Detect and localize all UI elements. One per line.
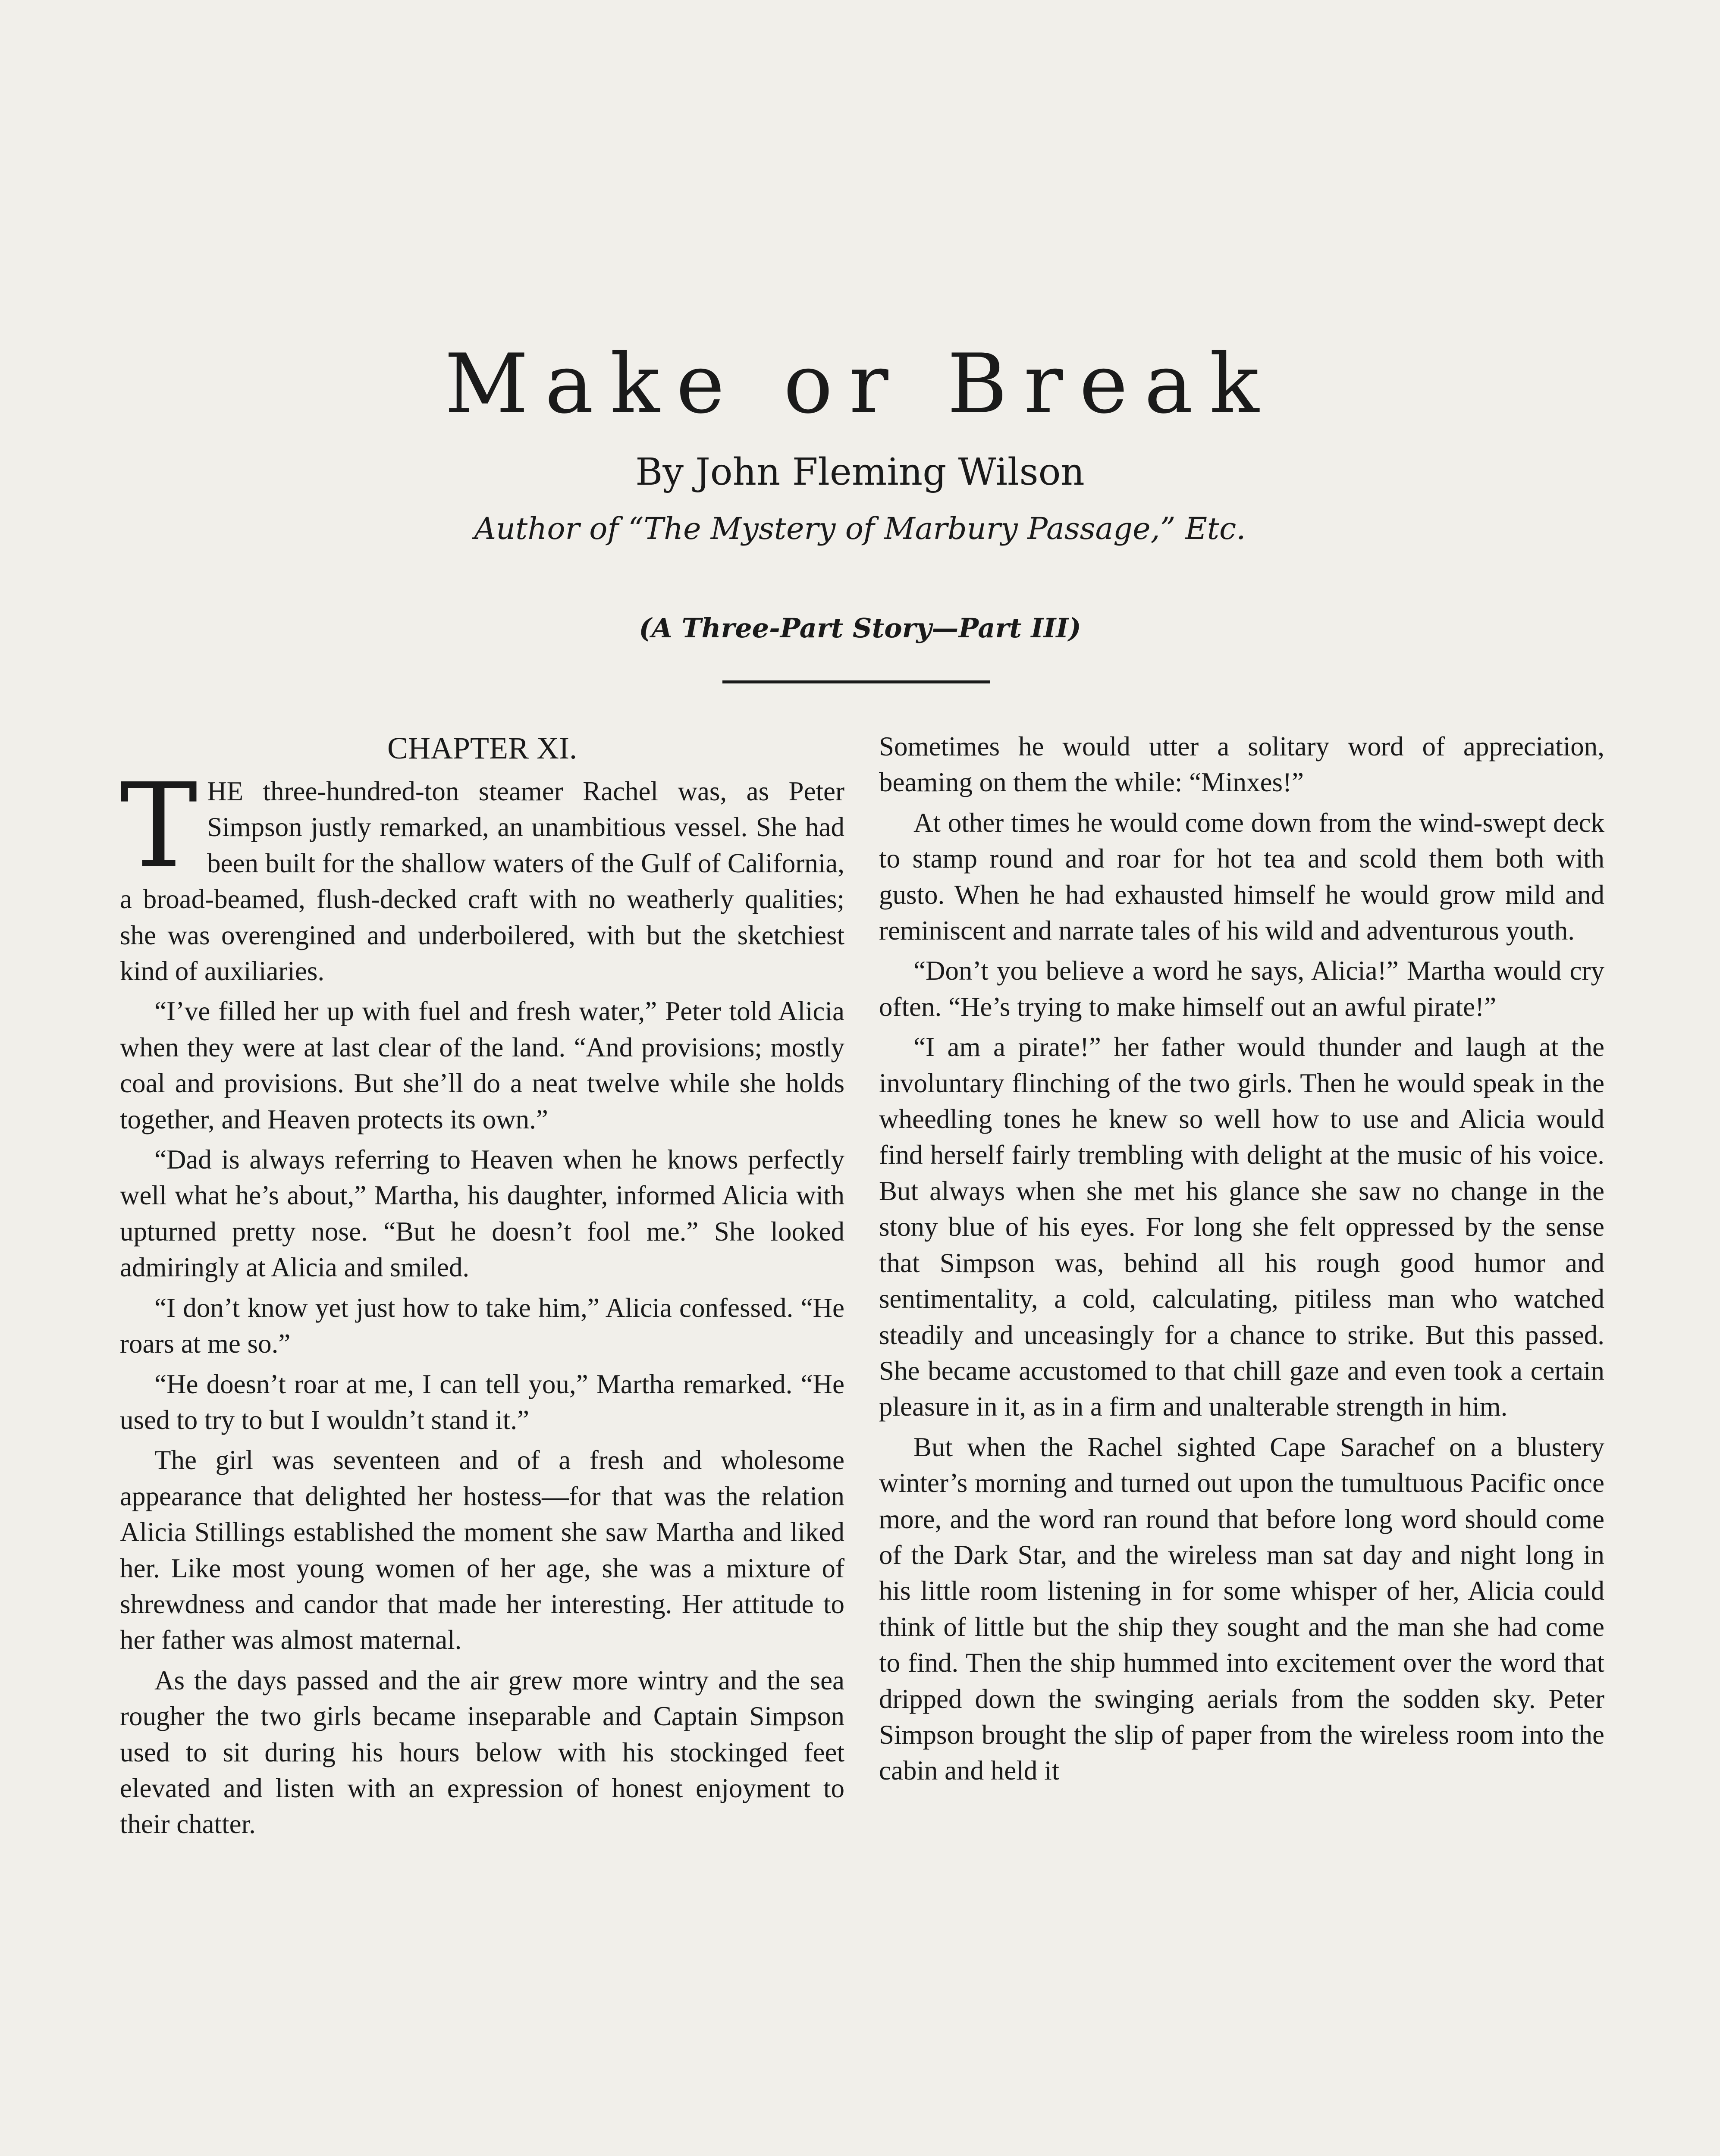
paragraph: “I am a pirate!” her father would thunder and laugh at the involuntary flinching of the two girls. Then he would speak in the wheedling tones he knew so well how to use and Alicia would find herself fairly trembling with delight at the music of his voice. But always when she met his glance she saw no change in the stony blue of his eyes. For long she felt oppressed by the sense that Simpson was, behind all his rough good humor and sentimentality, a cold, calculating, pitiless man who watched steadily and unceasingly for a chance to strike. But this passed. She became accustomed to that chill gaze and even took a certain pleasure in it, as in a firm and unalterable strength in him. bbox=[879, 1032, 1604, 1422]
paragraph: “Don’t you believe a word he says, Alicia!” Martha would cry often. “He’s trying to make himself out an awful pirate!” bbox=[879, 956, 1604, 1022]
chapter-heading: CHAPTER XI. bbox=[387, 731, 577, 765]
story-title: Make or Break bbox=[444, 336, 1276, 432]
text-column-left bbox=[120, 729, 844, 1847]
paragraph: “Dad is always referring to Heaven when he knows perfectly well what he’s about,” Martha, his daughter, informed Alicia with upturned pretty nose. “But he doesn’t fool me.” She looked admiringly at Alicia and smiled. bbox=[120, 1144, 844, 1283]
drop-cap: T bbox=[120, 758, 198, 894]
paragraph: As the days passed and the air grew more wintry and the sea rougher the two girls became inseparable and Captain Simpson used to sit during his hours below with his stockinged feet elevated and listen with an expression of honest enjoyment to their chatter. bbox=[120, 1665, 844, 1839]
paragraph-text: HE three-hundred-ton steamer Rachel was, as Peter Simpson justly remarked, an unambitious vessel. She had been built for the shallow waters of the Gulf of California, a broad-beamed, flush-decked craft with no weatherly qualities; she was overengined and underboilered, with but the sketchiest kind of auxiliaries. bbox=[120, 776, 844, 987]
byline: By John Fleming Wilson bbox=[635, 451, 1085, 494]
paragraph: The girl was seventeen and of a fresh and wholesome appearance that delighted her hostess—for that was the relation Alicia Stillings established the moment she saw Martha and liked her. Like most young women of her age, she was a mixture of shrewdness and candor that made her interesting. Her attitude to her father was almost maternal. bbox=[120, 1445, 844, 1655]
paragraph: Sometimes he would utter a solitary word of appreciation, beaming on them the while: “Minxes!” bbox=[879, 731, 1604, 798]
paragraph: “I’ve filled her up with fuel and fresh water,” Peter told Alicia when they were at last clear of the land. “And provisions; mostly coal and provisions. But she’ll do a neat twelve while she holds together, and Heaven protects its own.” bbox=[120, 996, 844, 1134]
paragraph: At other times he would come down from the wind-swept deck to stamp round and roar for hot tea and scold them both with gusto. When he had exhausted himself he would grow mild and reminiscent and narrate tales of his wild and adventurous youth. bbox=[879, 807, 1604, 946]
author-credit: Author of “The Mystery of Marbury Passage,” Etc. bbox=[474, 511, 1246, 546]
title-divider bbox=[722, 680, 990, 683]
paragraph: “I don’t know yet just how to take him,” Alicia confessed. “He roars at me so.” bbox=[120, 1292, 844, 1359]
paragraph: “He doesn’t roar at me, I can tell you,” Martha remarked. “He used to try to but I wouldn’t stand it.” bbox=[120, 1369, 844, 1435]
paragraph bbox=[120, 758, 844, 989]
series-label: (A Three-Part Story—Part III) bbox=[639, 612, 1081, 644]
text-column-right bbox=[879, 729, 1604, 1793]
paragraph: But when the Rachel sighted Cape Sarachef on a blustery winter’s morning and turned out upon the tumultuous Pacific once more, and the word ran round that before long word should come of the Dark Star, and the wireless man sat day and night long in his little room listening in for some whisper of her, Alicia could think of little but the ship they sought and the man she had come to find. Then the ship hummed into excitement over the word that dripped down the swinging aerials from the sodden sky. Peter Simpson brought the slip of paper from the wireless room into the cabin and held it bbox=[879, 1432, 1604, 1786]
